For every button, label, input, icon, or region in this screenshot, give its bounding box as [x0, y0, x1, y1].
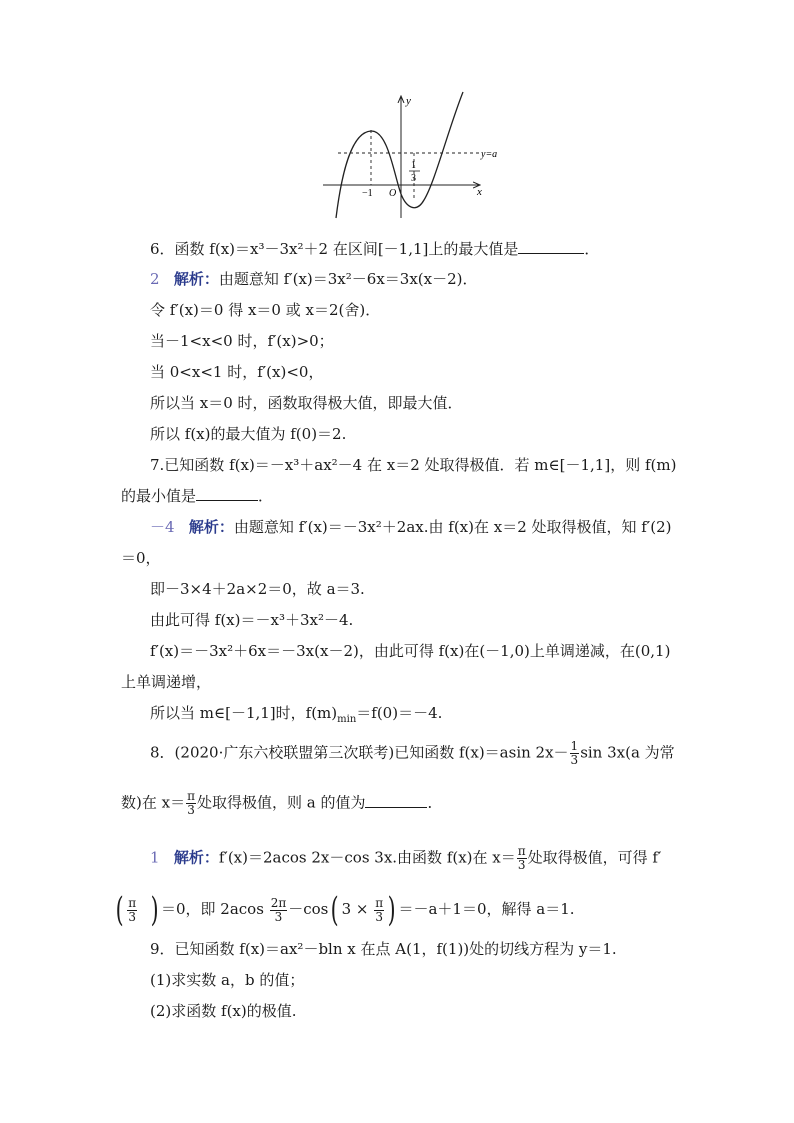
q7-solution-4b: 上单调递增， — [121, 673, 212, 691]
x-axis-label: x — [477, 186, 482, 198]
q6-solution-4: 当 0<x<1 时，f′(x)<0， — [150, 363, 324, 381]
q7-stem-1: 7.已知函数 f(x)＝－x³＋ax²－4 在 x＝2 处取得极值．若 m∈[－1,1]，则 f(m) — [150, 456, 677, 474]
q9-stem: 9．已知函数 f(x)＝ax²－bln x 在点 A(1，f(1))处的切线方程为 y＝1. — [150, 940, 617, 958]
q7-solution-5: 所以当 m∈[－1,1]时，$f(m)_{min}=f(0)=-4$. — [150, 704, 443, 725]
q8-answer: 1 — [150, 848, 160, 867]
q7-solution-1: －4 解析：由题意知 f′(x)＝－3x²＋2ax.由 f(x)在 x＝2 处取得极值，知 f′(2) — [150, 518, 672, 536]
answer-blank — [196, 486, 258, 501]
q7-solution-4: f′(x)＝－3x²＋6x＝－3x(x－2)，由此可得 f(x)在(－1,0)上单调递减，在(0,1) — [150, 642, 671, 660]
q6-answer: 2 — [150, 270, 160, 288]
q8-stem-1: 8．(2020·广东六校联盟第三次联考)已知函数 f(x)＝asin 2x－ $\frac{1}{3}$ sin 3x(a 为常 — [150, 739, 675, 767]
q7-solution-2: 即－3×4＋2a×2＝0，故 a＝3. — [150, 580, 365, 598]
answer-blank — [365, 793, 427, 808]
q8-tag: 解析： — [173, 848, 219, 867]
q6-solution-6: 所以 f(x)的最大值为 f(0)＝2. — [150, 425, 347, 443]
q6-tag: 解析： — [173, 270, 219, 288]
q6-stem: 6．函数 f(x)＝x³－3x²＋2 在区间[－1,1]上的最大值是 ． — [150, 240, 600, 258]
q6-solution-3: 当－1<x<0 时，f′(x)>0； — [150, 332, 334, 350]
q7-answer: －4 — [150, 518, 175, 536]
answer-blank — [518, 239, 584, 254]
q9-part-1: (1)求实数 a，b 的值； — [150, 971, 305, 989]
q8-stem-2: 数)在 x＝ $\frac{\pi}{3}$ 处取得极值，则 a 的值为 ． — [121, 789, 443, 817]
q8-solution-2: ( $\frac{\pi}{3}$ ) ＝0，即 2acos $\frac{2\pi}{3}$ －cos( 3 × $\frac{\pi}{3}$ ) ＝－a＋1＝0，解得 a＝1. — [115, 890, 575, 930]
q6-solution-5: 所以当 x＝0 时，函数取得极大值，即最大值． — [150, 394, 463, 412]
origin-label: O — [389, 188, 397, 199]
frac-num: 1 — [411, 160, 416, 171]
q7-stem-2: 的最小值是 ． — [121, 487, 274, 505]
q6-solution-1: 2 解析：由题意知 f′(x)＝3x²－6x＝3x(x－2)． — [150, 270, 478, 288]
frac-den: 3 — [411, 173, 416, 184]
line-label: y=a — [481, 149, 498, 160]
q8-solution-1: 1 解析：f′(x)＝2acos 2x－cos 3x.由函数 f(x)在 x＝ $\frac{\pi}{3}$ 处取得极值，可得 f′ — [150, 844, 662, 872]
y-axis-label: y — [406, 95, 411, 107]
cubic-curve — [336, 92, 463, 218]
q6-solution-2: 令 f′(x)＝0 得 x＝0 或 x＝2(舍)． — [150, 301, 381, 319]
tick-neg1: −1 — [362, 188, 373, 199]
q7-solution-3: 由此可得 f(x)＝－x³＋3x²－4. — [150, 611, 354, 629]
q7-solution-1b: ＝0， — [121, 549, 161, 567]
q9-part-2: (2)求函数 f(x)的极值. — [150, 1002, 297, 1020]
q7-tag: 解析： — [188, 518, 234, 536]
function-graph — [0, 0, 794, 230]
